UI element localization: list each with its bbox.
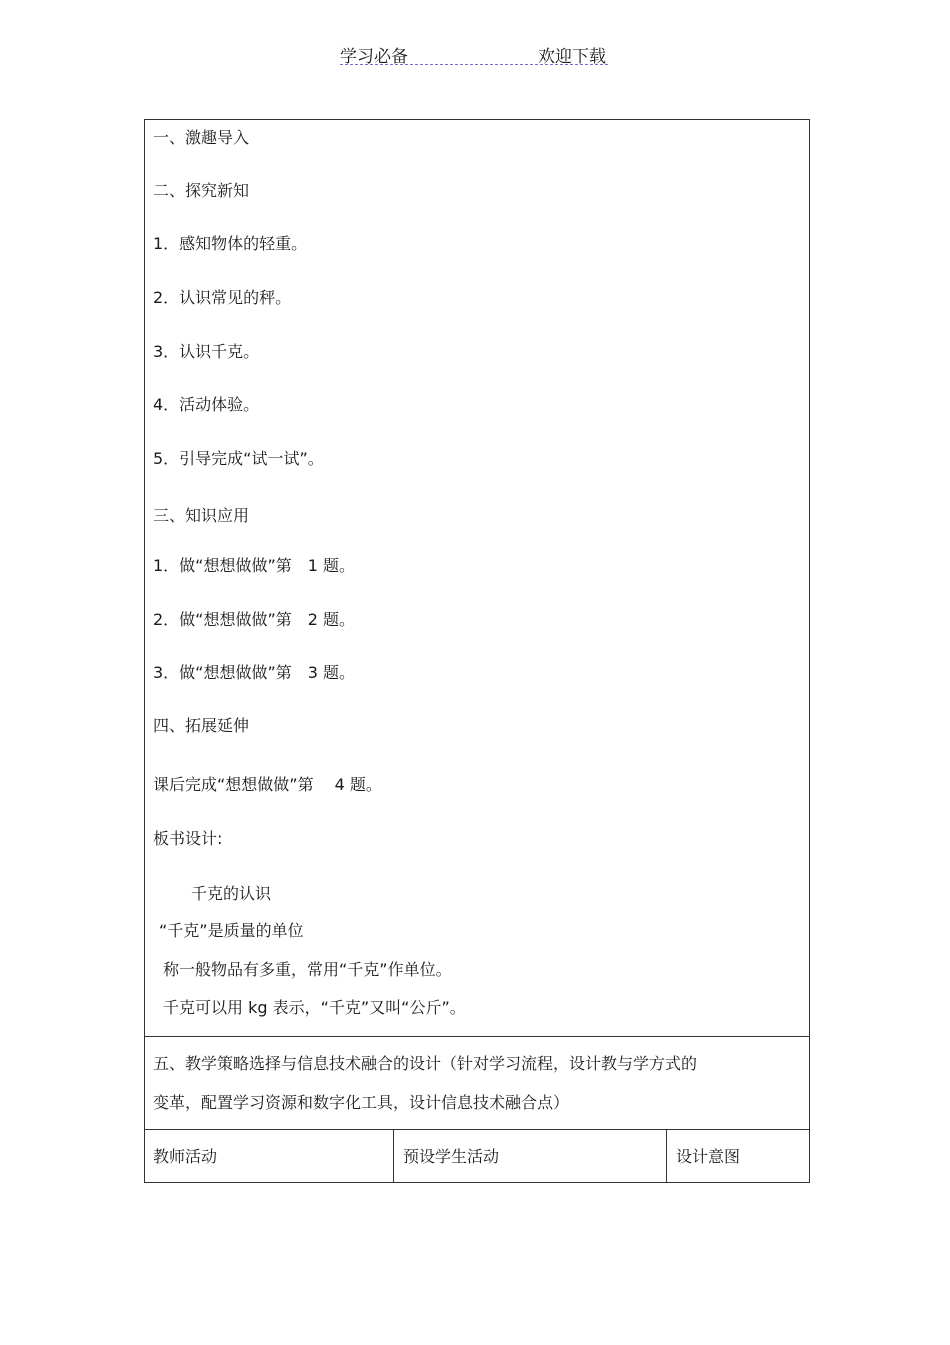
list-item: 3．做“想想做做”第 3 题。 xyxy=(153,663,356,682)
board-line: 千克可以用 kg 表示，“千克”又叫“公斤”。 xyxy=(163,998,466,1017)
list-item: 5．引导完成“试一试”。 xyxy=(153,449,324,468)
table-header-student: 预设学生活动 xyxy=(403,1147,500,1166)
header-right-text: 欢迎下载 xyxy=(538,47,606,67)
list-item: 1．做“想想做做”第 1 题。 xyxy=(153,556,356,575)
list-item: 2．做“想想做做”第 2 题。 xyxy=(153,610,356,629)
page-header xyxy=(340,42,608,65)
list-item: 3．认识千克。 xyxy=(153,342,260,361)
divider xyxy=(145,1129,809,1130)
table-header-intent: 设计意图 xyxy=(676,1147,741,1166)
table-header-teacher: 教师活动 xyxy=(153,1147,218,1166)
section-heading-2: 二、探究新知 xyxy=(153,181,250,200)
column-divider xyxy=(666,1129,667,1182)
board-line: 称一般物品有多重，常用“千克”作单位。 xyxy=(163,960,452,979)
board-title: 千克的认识 xyxy=(191,884,272,903)
section-heading-5-cont: 变革，配置学习资源和数字化工具，设计信息技术融合点） xyxy=(153,1093,570,1112)
header-left-text: 学习必备 xyxy=(340,47,408,67)
section-heading-1: 一、激趣导入 xyxy=(153,128,250,147)
list-item: 2．认识常见的秤。 xyxy=(153,288,292,307)
extension-text: 课后完成“想想做做”第 4 题。 xyxy=(153,775,382,794)
list-item: 4．活动体验。 xyxy=(153,395,260,414)
section-heading-3: 三、知识应用 xyxy=(153,506,250,525)
list-item: 1．感知物体的轻重。 xyxy=(153,234,308,253)
column-divider xyxy=(393,1129,394,1182)
divider xyxy=(145,1036,809,1037)
board-design-label: 板书设计: xyxy=(153,829,223,848)
lesson-table xyxy=(144,119,810,1183)
section-heading-5: 五、教学策略选择与信息技术融合的设计（针对学习流程，设计教与学方式的 xyxy=(153,1054,698,1073)
board-line: “千克”是质量的单位 xyxy=(159,921,304,940)
section-heading-4: 四、拓展延伸 xyxy=(153,716,250,735)
